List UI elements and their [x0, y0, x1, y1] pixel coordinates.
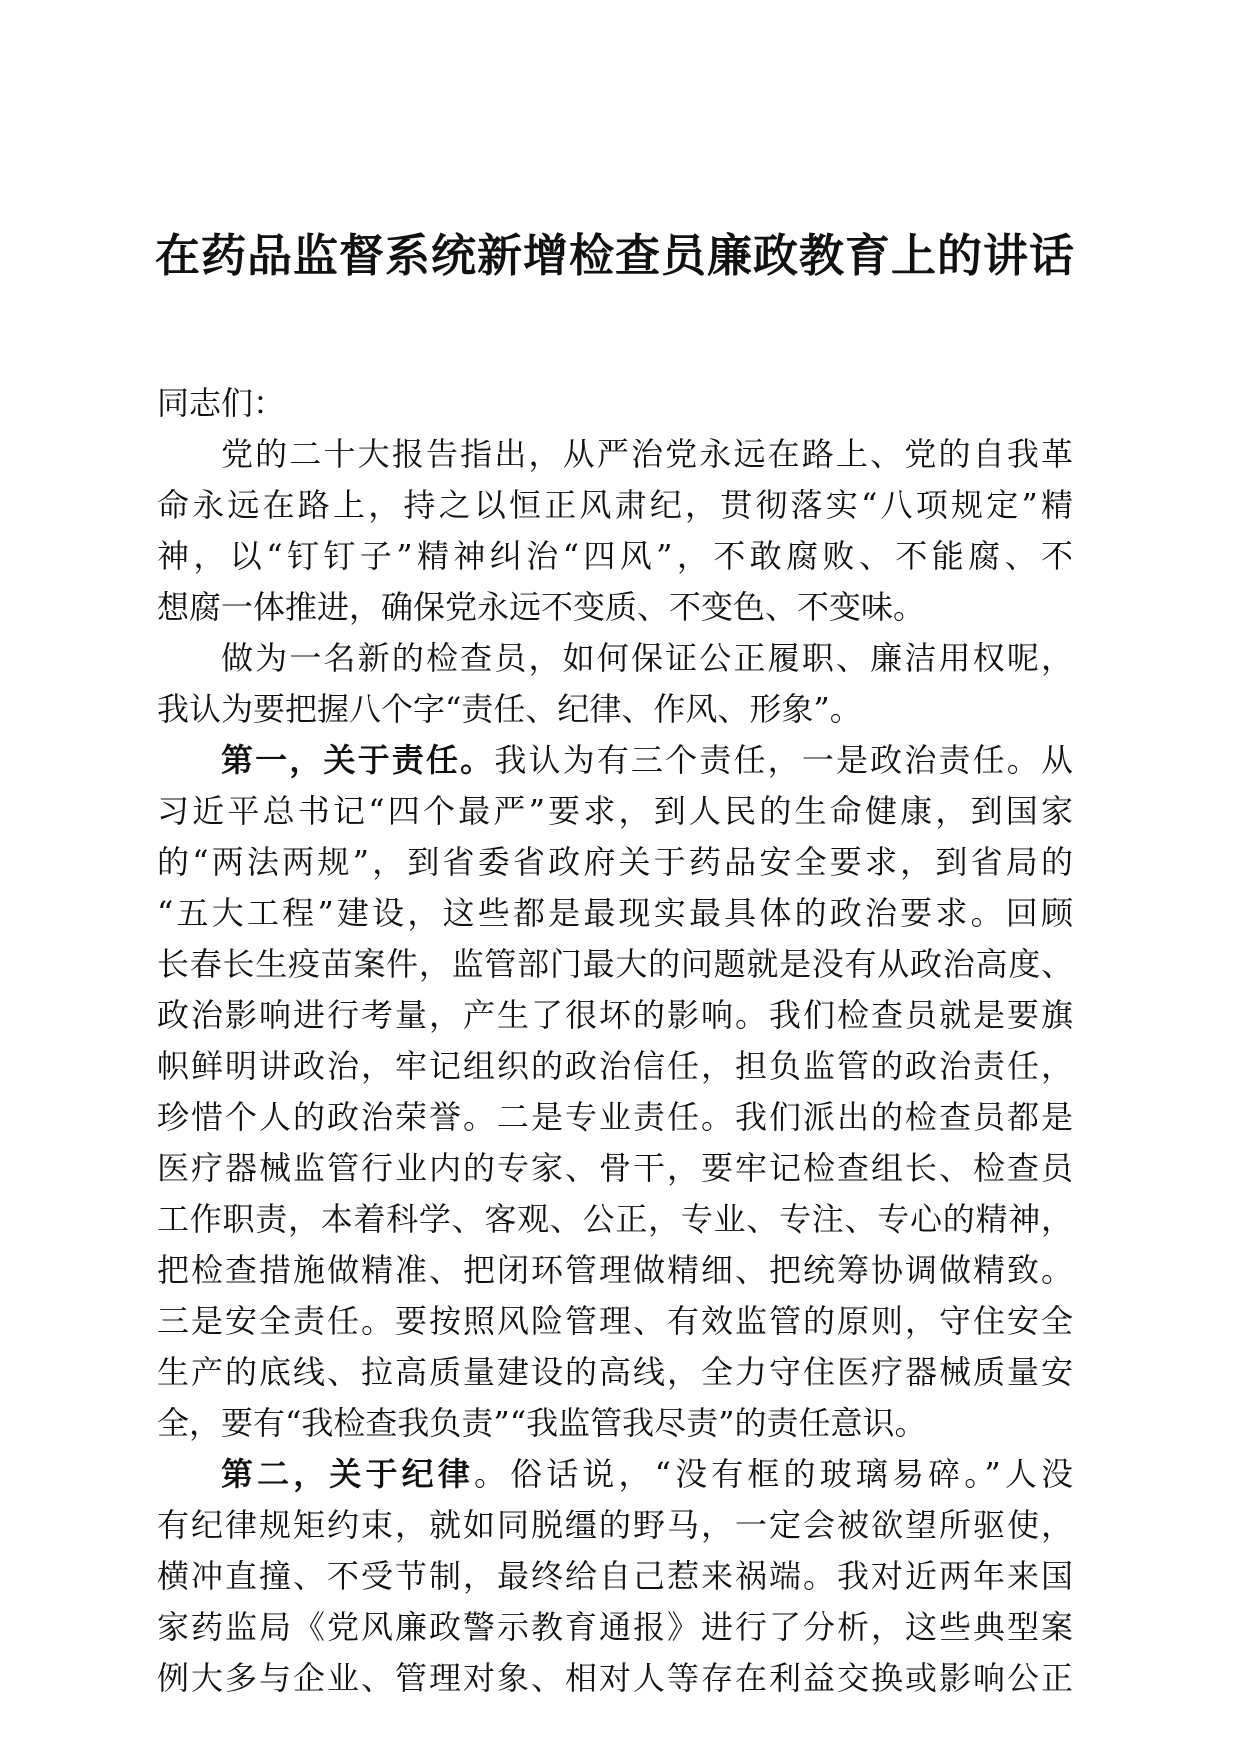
- text-line: [157, 990, 1073, 1041]
- line-text: 想腐一体推进，确保党永远不变质、不变色、不变味。: [157, 588, 926, 626]
- line-text: 生产的底线、拉高质量建设的高线，全力守住医疗器械质量安: [157, 1353, 1073, 1391]
- text-line: [157, 480, 1073, 531]
- line-text: 神，以“钉钉子”精神纠治“四风”，不敢腐败、不能腐、不: [157, 537, 1073, 575]
- text-line: [157, 633, 1073, 684]
- line-text: 医疗器械监管行业内的专家、骨干，要牢记检查组长、检查员: [157, 1149, 1073, 1187]
- line-text: 帜鲜明讲政治，牢记组织的政治信任，担负监管的政治责任，: [157, 1047, 1073, 1085]
- text-line: [157, 837, 1073, 888]
- text-line: [157, 1653, 1073, 1704]
- text-line: [157, 786, 1073, 837]
- line-text: 党的二十大报告指出，从严治党永远在路上、党的自我革: [221, 435, 1073, 473]
- line-text: 家药监局《党风廉政警示教育通报》进行了分析，这些典型案: [157, 1608, 1073, 1646]
- line-text: 把检查措施做精准、把闭环管理做精细、把统筹协调做精致。: [157, 1251, 1073, 1289]
- document-title: 在药品监督系统新增检查员廉政教育上的讲话: [154, 229, 1075, 282]
- text-line: [157, 1398, 1073, 1449]
- text-line: [157, 684, 1073, 735]
- salutation: 同志们：: [157, 384, 286, 422]
- text-line: [157, 1092, 1073, 1143]
- text-line: [157, 582, 1073, 633]
- text-line: [157, 888, 1073, 939]
- text-line: [157, 531, 1073, 582]
- line-text: 有纪律规矩约束，就如同脱缰的野马，一定会被欲望所驱使，: [157, 1506, 1073, 1544]
- text-line: [157, 1296, 1073, 1347]
- text-line: [157, 1602, 1073, 1653]
- paragraph-lines: [157, 429, 1073, 1704]
- text-line: [157, 1500, 1073, 1551]
- text-line: [157, 1245, 1073, 1296]
- line-text: 横冲直撞、不受节制，最终给自己惹来祸端。我对近两年来国: [157, 1557, 1073, 1595]
- line-text: 做为一名新的检查员，如何保证公正履职、廉洁用权呢，: [221, 639, 1073, 677]
- line-text: 我认为有三个责任，一是政治责任。从: [494, 741, 1073, 779]
- section-heading: 第二，关于纪律: [221, 1455, 474, 1493]
- text-line: [157, 1551, 1073, 1602]
- line-text: 。俗话说，“没有框的玻璃易碎。”人没: [473, 1455, 1073, 1493]
- line-text: 工作职责，本着科学、客观、公正，专业、专注、专心的精神，: [157, 1200, 1073, 1238]
- line-text: 命永远在路上，持之以恒正风肃纪，贯彻落实“八项规定”精: [157, 486, 1073, 524]
- text-line: [157, 939, 1073, 990]
- text-line: [157, 735, 1073, 786]
- line-text: 全，要有“我检查我负责”“我监管我尽责”的责任意识。: [157, 1404, 927, 1442]
- document-body: [157, 378, 1073, 1704]
- line-text: 珍惜个人的政治荣誉。二是专业责任。我们派出的检查员都是: [157, 1098, 1073, 1136]
- text-line: [157, 1449, 1073, 1500]
- line-text: 例大多与企业、管理对象、相对人等存在利益交换或影响公正: [157, 1659, 1073, 1697]
- text-line: [157, 1143, 1073, 1194]
- line-text: 我认为要把握八个字“责任、纪律、作风、形象”。: [157, 690, 862, 728]
- line-text: “五大工程”建设，这些都是最现实最具体的政治要求。回顾: [157, 894, 1073, 932]
- text-line: [157, 1041, 1073, 1092]
- section-heading: 第一，关于责任。: [221, 741, 495, 779]
- line-text: 习近平总书记“四个最严”要求，到人民的生命健康，到国家: [157, 792, 1073, 830]
- text-line: [157, 1194, 1073, 1245]
- line-text: 三是安全责任。要按照风险管理、有效监管的原则，守住安全: [157, 1302, 1073, 1340]
- line-text: 长春长生疫苗案件，监管部门最大的问题就是没有从政治高度、: [157, 945, 1073, 983]
- text-line: [157, 1347, 1073, 1398]
- text-line: [157, 429, 1073, 480]
- line-text: 政治影响进行考量，产生了很坏的影响。我们检查员就是要旗: [157, 996, 1073, 1034]
- line-text: 的“两法两规”，到省委省政府关于药品安全要求，到省局的: [157, 843, 1073, 881]
